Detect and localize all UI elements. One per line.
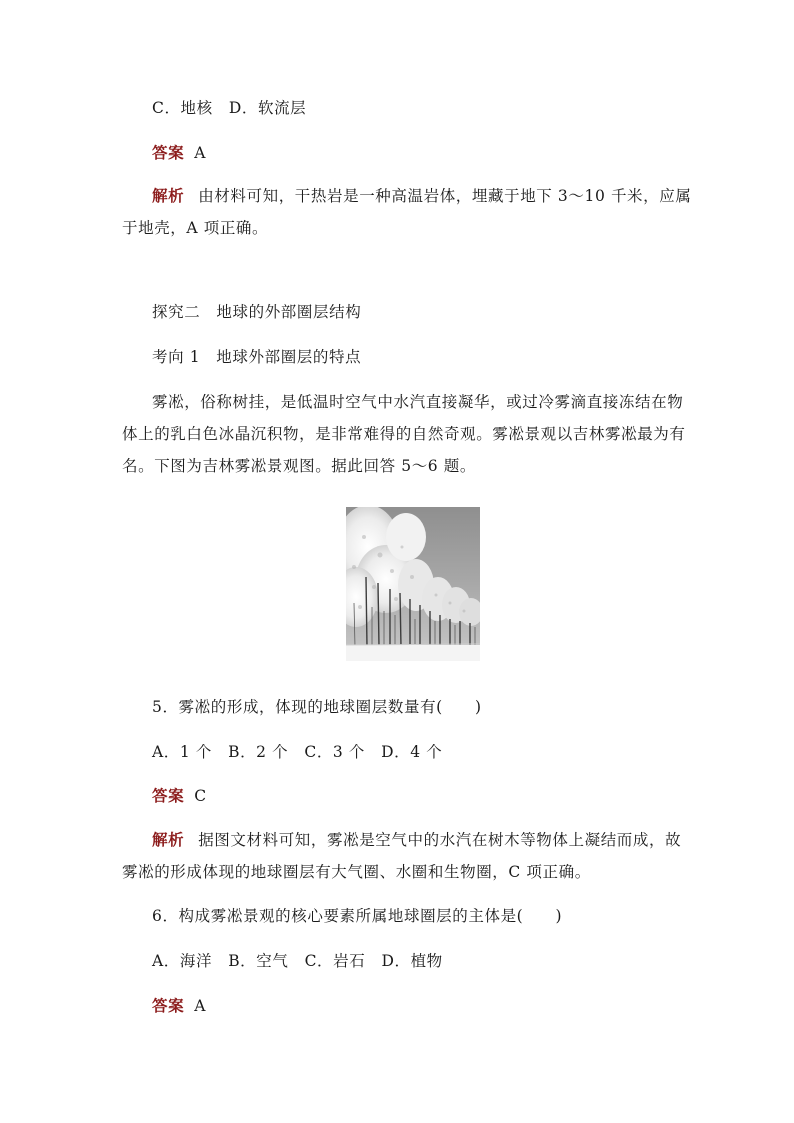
q5-answer xyxy=(152,786,207,806)
answer-value: C xyxy=(194,787,207,805)
rime-ice-trees-photo xyxy=(346,507,480,661)
q5-analysis-line-1 xyxy=(152,830,681,850)
q4-analysis-line-1 xyxy=(152,186,691,206)
q5-analysis-line-2: 雾凇的形成体现的地球圈层有大气圈、水圈和生物圈，C 项正确。 xyxy=(122,863,591,881)
answer-value: A xyxy=(194,997,206,1015)
q6-answer xyxy=(152,996,206,1016)
q6-stem: 6．构成雾凇景观的核心要素所属地球圈层的主体是( ) xyxy=(152,907,563,925)
analysis-label: 解析 xyxy=(152,186,185,205)
answer-label: 答案 xyxy=(152,996,185,1015)
answer-label: 答案 xyxy=(152,786,185,805)
q4-answer xyxy=(152,143,206,163)
material-line-2: 体上的乳白色冰晶沉积物，是非常难得的自然奇观。雾凇景观以吉林雾凇最为有 xyxy=(122,425,686,443)
analysis-text: 据图文材料可知，雾凇是空气中的水汽在树木等物体上凝结而成，故 xyxy=(198,831,682,849)
material-line-3: 名。下图为吉林雾凇景观图。据此回答 5～6 题。 xyxy=(122,457,476,475)
answer-label: 答案 xyxy=(152,143,185,162)
q5-options: A．1 个 B．2 个 C．3 个 D．4 个 xyxy=(152,743,443,761)
analysis-label: 解析 xyxy=(152,830,185,849)
section-subtitle: 考向 1 地球外部圈层的特点 xyxy=(152,348,362,366)
section-title: 探究二 地球的外部圈层结构 xyxy=(152,303,362,321)
q4-options: C．地核 D．软流层 xyxy=(152,99,307,117)
answer-value: A xyxy=(194,144,206,162)
q4-analysis-line-2: 于地壳，A 项正确。 xyxy=(122,219,269,237)
q5-stem: 5．雾凇的形成，体现的地球圈层数量有( ) xyxy=(152,698,482,716)
material-line-1: 雾凇，俗称树挂，是低温时空气中水汽直接凝华，或过冷雾滴直接冻结在物 xyxy=(152,393,684,411)
analysis-text: 由材料可知，干热岩是一种高温岩体，埋藏于地下 3～10 千米，应属 xyxy=(198,187,692,205)
q6-options: A．海洋 B．空气 C．岩石 D．植物 xyxy=(152,952,443,970)
